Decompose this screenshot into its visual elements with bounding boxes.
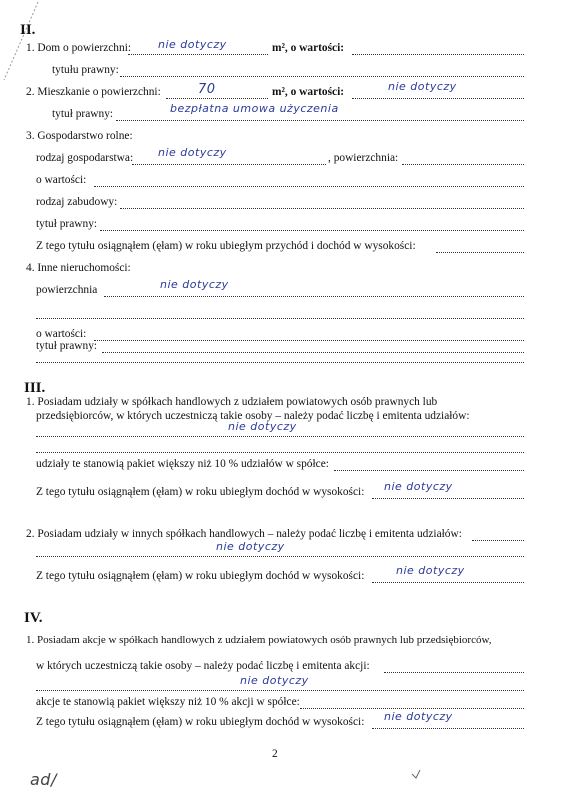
s3-item1-income-value: nie dotyczy xyxy=(384,480,453,493)
page-number: 2 xyxy=(272,748,278,760)
s3-item1-line2: przedsiębiorców, w których uczestniczą takie osoby – należy podać liczbę i emitenta udziałów: xyxy=(36,410,470,422)
flat-area-label: 2. Mieszkanie o powierzchni: xyxy=(26,86,161,98)
house-unit-label: m², o wartości: xyxy=(272,42,345,54)
farm-title-label: tytuł prawny: xyxy=(36,218,98,230)
farm-label: 3. Gospodarstwo rolne: xyxy=(26,130,133,142)
s3-item1-share-label: udziały te stanowią pakiet większy niż 10 % udziałów w spółce: xyxy=(36,458,329,470)
s3-item1-line1: 1. Posiadam udziały w spółkach handlowych z udziałem powiatowych osób prawnych lub xyxy=(26,396,438,408)
other-worth-label: o wartości: xyxy=(36,328,87,340)
farm-kind-value: nie dotyczy xyxy=(158,146,227,159)
flat-title-value: bezpłatna umowa użyczenia xyxy=(170,102,339,115)
flat-title-label: tytuł prawny: xyxy=(52,108,114,120)
s4-item1-income-label: Z tego tytułu osiągnąłem (ęłam) w roku ubiegłym dochód w wysokości: xyxy=(36,716,365,728)
small-tick-mark xyxy=(410,768,422,783)
s4-item1-line1: 1. Posiadam akcje w spółkach handlowych z udziałem powiatowych osób prawnych lub przedsiębiorców, xyxy=(26,634,492,646)
house-title-label: tytułu prawny: xyxy=(52,64,119,76)
house-area-value: nie dotyczy xyxy=(158,38,227,51)
s3-item2-income-value: nie dotyczy xyxy=(396,564,465,577)
house-area-label: 1. Dom o powierzchni: xyxy=(26,42,132,54)
other-title-label: tytuł prawny: xyxy=(36,340,98,352)
s4-item1-line2: w których uczestniczą takie osoby – należy podać liczbę i emitenta akcji: xyxy=(36,660,370,672)
flat-unit-label: m², o wartości: xyxy=(272,86,345,98)
section-heading-ii: II. xyxy=(20,22,36,38)
farm-kind-label: rodzaj gospodarstwa: xyxy=(36,152,134,164)
farm-income-label: Z tego tytułu osiągnąłem (ęłam) w roku ubiegłym przychód i dochód w wysokości: xyxy=(36,240,416,252)
other-area-value: nie dotyczy xyxy=(160,278,229,291)
farm-build-label: rodzaj zabudowy: xyxy=(36,196,118,208)
farm-worth-label: o wartości: xyxy=(36,174,87,186)
s4-item1-income-value: nie dotyczy xyxy=(384,710,453,723)
flat-area-value: 70 xyxy=(198,82,216,97)
section-heading-iii: III. xyxy=(24,380,46,396)
other-area-label: powierzchnia xyxy=(36,284,98,296)
s4-item1-share-label: akcje te stanowią pakiet większy niż 10 % akcji w spółce: xyxy=(36,696,300,708)
s4-item1-value: nie dotyczy xyxy=(240,674,309,687)
s3-item1-value: nie dotyczy xyxy=(228,420,297,433)
s3-item2-value: nie dotyczy xyxy=(216,540,285,553)
s3-item1-income-label: Z tego tytułu osiągnąłem (ęłam) w roku ubiegłym dochód w wysokości: xyxy=(36,486,365,498)
flat-worth-value: nie dotyczy xyxy=(388,80,457,93)
margin-initials: ad/ xyxy=(30,770,57,789)
farm-area-label: , powierzchnia: xyxy=(328,152,399,164)
other-label: 4. Inne nieruchomości: xyxy=(26,262,131,274)
s3-item2-income-label: Z tego tytułu osiągnąłem (ęłam) w roku ubiegłym dochód w wysokości: xyxy=(36,570,365,582)
section-heading-iv: IV. xyxy=(24,610,43,626)
s3-item2-line1: 2. Posiadam udziały w innych spółkach handlowych – należy podać liczbę i emitenta udziałów: xyxy=(26,528,462,540)
